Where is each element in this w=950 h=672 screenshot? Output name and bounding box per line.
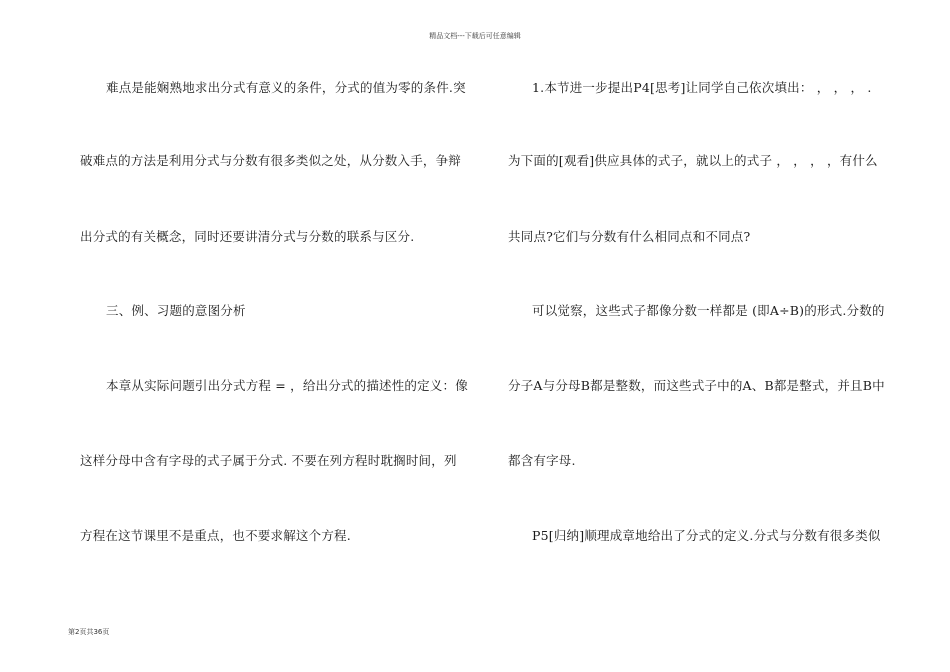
page-header: 精品文档---下载后可任意编辑: [429, 32, 521, 40]
text-line: 分子A与分母B都是整数，而这些式子中的A、B都是整式，并且B中: [508, 378, 885, 393]
text-line: 可以觉察，这些式子都像分数一样都是 (即A÷B)的形式.分数的: [532, 303, 885, 318]
text-line: 难点是能娴熟地求出分式有意义的条件，分式的值为零的条件.突: [106, 80, 466, 95]
text-line: 破难点的方法是利用分式与分数有很多类似之处，从分数入手，争辩: [80, 153, 462, 168]
text-line: 1.本节进一步提出P4[思考]让同学自己依次填出： ， ， ， .: [532, 80, 872, 95]
section-heading: 三、例、习题的意图分析: [106, 303, 246, 318]
text-line: 方程在这节课里不是重点，也不要求解这个方程.: [80, 528, 351, 543]
text-line: 都含有字母.: [508, 453, 576, 468]
text-line: 本章从实际问题引出分式方程 = ，给出分式的描述性的定义：像: [106, 378, 468, 393]
text-line: 出分式的有关概念，同时还要讲清分式与分数的联系与区分.: [80, 229, 415, 244]
text-line: 共同点?它们与分数有什么相同点和不同点?: [508, 229, 751, 244]
text-line: 这样分母中含有字母的式子属于分式. 不要在列方程时耽搁时间，列: [80, 453, 457, 468]
text-line: P5[归纳]顺理成章地给出了分式的定义.分式与分数有很多类似: [532, 528, 881, 543]
text-line: 为下面的[观看]供应具体的式子，就以上的式子 ， ， ， ，有什么: [508, 153, 878, 168]
page-number: 第2页共36页: [68, 628, 110, 636]
